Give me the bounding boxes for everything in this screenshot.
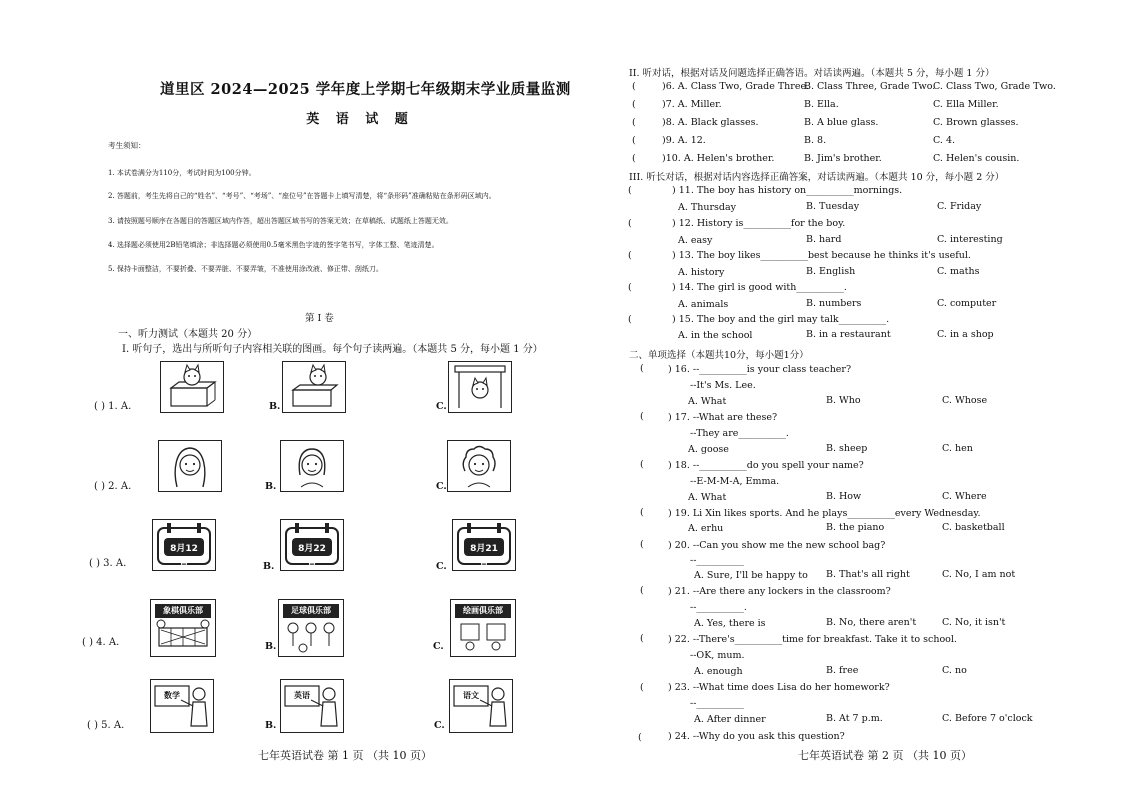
question-19-option-a: A. erhu bbox=[688, 523, 724, 534]
question-15-option-b: B. in a restaurant bbox=[806, 329, 891, 340]
cat-in-box-image bbox=[160, 361, 224, 413]
question-18-reply: --E-M-M-A, Emma. bbox=[690, 476, 780, 487]
question-22-reply: --OK, mum. bbox=[690, 650, 745, 661]
question-23-option-a: A. After dinner bbox=[694, 714, 766, 725]
question-16-option-a: A. What bbox=[688, 396, 727, 407]
answer-paren: ( bbox=[632, 135, 636, 146]
question-7-option-b: B. Ella. bbox=[804, 99, 839, 110]
question-19-text: ) 19. Li Xin likes sports. And he plays__________every Wednesday. bbox=[668, 508, 981, 519]
english-class-image bbox=[280, 679, 344, 733]
math-class-image bbox=[150, 679, 214, 733]
question-19-option-c: C. basketball bbox=[942, 522, 1005, 533]
question-22-option-c: C. no bbox=[942, 665, 967, 676]
question-4-option-b: B. bbox=[265, 641, 277, 652]
question-14-option-c: C. computer bbox=[937, 298, 997, 309]
question-21-option-a: A. Yes, there is bbox=[694, 618, 766, 629]
question-18-option-a: A. What bbox=[688, 492, 727, 503]
question-13-option-b: B. English bbox=[806, 266, 856, 277]
question-12-option-c: C. interesting bbox=[937, 234, 1003, 245]
calendar-c-date: 8月21日 bbox=[470, 544, 498, 567]
answer-paren: ( bbox=[628, 314, 632, 325]
cat-under-table-image bbox=[448, 361, 512, 413]
question-24-text: ) 24. --Why do you ask this question? bbox=[668, 731, 845, 742]
question-10-text: )10. A. Helen's brother. bbox=[662, 153, 775, 164]
question-21-option-c: C. No, it isn't bbox=[942, 617, 1006, 628]
exam-subtitle: 英 语 试 题 bbox=[306, 112, 414, 127]
question-23-text: ) 23. --What time does Lisa do her homework? bbox=[668, 682, 890, 693]
question-21-option-b: B. No, there aren't bbox=[826, 617, 917, 628]
question-4-option-c: C. bbox=[433, 641, 444, 652]
question-7-option-c: C. Ella Miller. bbox=[933, 99, 999, 110]
question-19-option-b: B. the piano bbox=[826, 522, 885, 533]
question-3-label: ( ) 3. A. bbox=[89, 558, 127, 569]
question-14-option-b: B. numbers bbox=[806, 298, 862, 309]
question-7-text: )7. A. Miller. bbox=[662, 99, 722, 110]
question-20-option-c: C. No, I am not bbox=[942, 569, 1016, 580]
answer-paren: ( bbox=[632, 81, 636, 92]
chess-club-image bbox=[150, 599, 216, 657]
question-11-option-b: B. Tuesday bbox=[806, 201, 860, 212]
answer-paren: ( bbox=[640, 507, 644, 518]
question-23-option-b: B. At 7 p.m. bbox=[826, 713, 883, 724]
long-hair-girl-image bbox=[158, 440, 222, 492]
answer-paren: ( bbox=[640, 459, 644, 470]
question-11-option-c: C. Friday bbox=[937, 201, 982, 212]
calendar-c-image bbox=[452, 519, 516, 571]
answer-paren: ( bbox=[628, 218, 632, 229]
question-5-label: ( ) 5. A. bbox=[87, 720, 125, 731]
question-10-option-b: B. Jim's brother. bbox=[804, 153, 882, 164]
question-15-option-a: A. in the school bbox=[678, 330, 753, 341]
question-15-text: ) 15. The boy and the girl may talk__________. bbox=[672, 314, 890, 325]
question-1-option-b: B. bbox=[269, 401, 281, 412]
football-club-image bbox=[278, 599, 344, 657]
answer-paren: ( bbox=[640, 363, 644, 374]
question-15-option-c: C. in a shop bbox=[937, 329, 994, 340]
answer-paren: ( bbox=[640, 585, 644, 596]
question-21-text: ) 21. --Are there any lockers in the classroom? bbox=[668, 586, 891, 597]
question-13-option-c: C. maths bbox=[937, 266, 980, 277]
question-20-text: ) 20. --Can you show me the new school bag? bbox=[668, 540, 886, 551]
question-16-reply: --It's Ms. Lee. bbox=[690, 380, 756, 391]
question-20-option-b: B. That's all right bbox=[826, 569, 910, 580]
football-club-sign: 足球俱乐部 bbox=[291, 606, 331, 615]
question-12-option-a: A. easy bbox=[678, 235, 713, 246]
answer-paren: ( bbox=[640, 633, 644, 644]
answer-paren: ( bbox=[628, 250, 632, 261]
question-4-label: ( ) 4. A. bbox=[82, 637, 120, 648]
question-6-text: )6. A. Class Two, Grade Three. bbox=[662, 81, 810, 92]
answer-paren: ( bbox=[632, 99, 636, 110]
question-11-option-a: A. Thursday bbox=[678, 202, 737, 213]
question-11-text: ) 11. The boy has history on__________mornings. bbox=[672, 185, 903, 196]
answer-paren: ( bbox=[640, 539, 644, 550]
chinese-board-text: 语文 bbox=[463, 691, 479, 700]
question-8-option-c: C. Brown glasses. bbox=[933, 117, 1019, 128]
question-21-reply: --__________. bbox=[690, 602, 747, 613]
answer-paren: ( bbox=[640, 411, 644, 422]
question-9-option-c: C. 4. bbox=[933, 135, 956, 146]
section-listening-title: 一、听力测试（本题共 20 分） bbox=[118, 329, 258, 340]
question-22-option-a: A. enough bbox=[694, 666, 743, 677]
notice-item: 2. 答题前，考生先将自己的“姓名”、“考号”、“考场”、“座位号”在答题卡上填写清楚，将“条形码”准确粘贴在条形码区域内。 bbox=[108, 192, 496, 200]
question-8-option-b: B. A blue glass. bbox=[804, 117, 879, 128]
section-choice-title: 二、单项选择（本题共10分，每小题1分） bbox=[629, 350, 809, 361]
notice-item: 1. 本试卷满分为110分，考试时间为100分钟。 bbox=[108, 169, 256, 177]
curly-hair-girl-image bbox=[447, 440, 511, 492]
question-9-option-b: B. 8. bbox=[804, 135, 827, 146]
notice-heading: 考生须知： bbox=[108, 141, 146, 150]
question-3-option-c: C. bbox=[436, 561, 447, 572]
question-2-option-b: B. bbox=[265, 481, 277, 492]
question-14-option-a: A. animals bbox=[678, 299, 729, 310]
volume-label: 第 I 卷 bbox=[305, 313, 334, 324]
question-6-option-c: C. Class Two, Grade Two. bbox=[933, 81, 1056, 92]
answer-paren: ( bbox=[638, 732, 642, 743]
question-9-text: )9. A. 12. bbox=[662, 135, 706, 146]
answer-paren: ( bbox=[628, 282, 632, 293]
question-16-option-b: B. Who bbox=[826, 395, 861, 406]
math-board-text: 数学 bbox=[164, 691, 180, 700]
notice-item: 3. 请按照题号顺序在各题目的答题区域内作答，超出答题区域书写的答案无效；在草稿纸、试题纸上答题无效。 bbox=[108, 217, 453, 225]
left-page-footer: 七年英语试卷 第 1 页 （共 10 页） bbox=[258, 749, 432, 762]
question-13-option-a: A. history bbox=[678, 267, 725, 278]
question-5-option-b: B. bbox=[265, 720, 277, 731]
part-three-instructions: III. 听长对话，根据对话内容选择正确答案，对话读两遍。（本题共 10 分，每小题 2 分） bbox=[629, 172, 1005, 183]
part-one-instructions: I. 听句子，选出与所听句子内容相关联的图画。每个句子读两遍。（本题共 5 分，每小题 1 分） bbox=[122, 344, 543, 355]
question-23-option-c: C. Before 7 o'clock bbox=[942, 713, 1033, 724]
question-17-reply: --They are__________. bbox=[690, 428, 789, 439]
question-17-option-c: C. hen bbox=[942, 443, 973, 454]
question-20-option-a: A. Sure, I'll be happy to bbox=[694, 570, 808, 581]
question-2-label: ( ) 2. A. bbox=[94, 481, 132, 492]
cat-on-box-image bbox=[282, 361, 346, 413]
question-23-reply: --__________ bbox=[690, 698, 744, 709]
question-8-text: )8. A. Black glasses. bbox=[662, 117, 759, 128]
calendar-a-image bbox=[152, 519, 216, 571]
part-two-instructions: II. 听对话，根据对话及问题选择正确答语。对话读两遍。（本题共 5 分，每小题 1 分） bbox=[629, 68, 995, 79]
answer-paren: ( bbox=[632, 153, 636, 164]
right-page-footer: 七年英语试卷 第 2 页 （共 10 页） bbox=[798, 749, 972, 762]
exam-title: 道里区 2024—2025 学年度上学期七年级期末学业质量监测 bbox=[160, 81, 571, 98]
question-16-option-c: C. Whose bbox=[942, 395, 988, 406]
question-10-option-c: C. Helen's cousin. bbox=[933, 153, 1020, 164]
notice-item: 4. 选择题必须使用2B铅笔填涂；非选择题必须使用0.5毫米黑色字迹的签字笔书写，字体工整、笔迹清楚。 bbox=[108, 241, 439, 249]
calendar-a-date: 8月12日 bbox=[170, 544, 198, 567]
calendar-b-date: 8月22日 bbox=[298, 544, 326, 567]
answer-paren: ( bbox=[628, 185, 632, 196]
chinese-class-image bbox=[449, 679, 513, 733]
question-13-text: ) 13. The boy likes__________best because he thinks it's useful. bbox=[672, 250, 971, 261]
question-3-option-b: B. bbox=[263, 561, 275, 572]
question-17-option-b: B. sheep bbox=[826, 443, 868, 454]
question-12-text: ) 12. History is__________for the boy. bbox=[672, 218, 846, 229]
question-16-text: ) 16. --__________is your class teacher? bbox=[668, 364, 852, 375]
question-2-option-c: C. bbox=[436, 481, 447, 492]
question-5-option-c: C. bbox=[434, 720, 445, 731]
question-1-label: ( ) 1. A. bbox=[94, 401, 132, 412]
short-hair-girl-image bbox=[280, 440, 344, 492]
answer-paren: ( bbox=[640, 682, 644, 693]
question-14-text: ) 14. The girl is good with__________. bbox=[672, 282, 847, 293]
question-18-option-c: C. Where bbox=[942, 491, 987, 502]
chess-club-sign: 象棋俱乐部 bbox=[163, 606, 203, 615]
painting-club-image bbox=[450, 599, 516, 657]
question-17-text: ) 17. --What are these? bbox=[668, 412, 778, 423]
question-22-text: ) 22. --There's__________time for breakfast. Take it to school. bbox=[668, 634, 957, 645]
question-18-option-b: B. How bbox=[826, 491, 862, 502]
answer-paren: ( bbox=[632, 117, 636, 128]
painting-club-sign: 绘画俱乐部 bbox=[463, 606, 503, 615]
calendar-b-image bbox=[280, 519, 344, 571]
question-17-option-a: A. goose bbox=[688, 444, 729, 455]
question-1-option-c: C. bbox=[436, 401, 447, 412]
question-18-text: ) 18. --__________do you spell your name? bbox=[668, 460, 864, 471]
right-page bbox=[560, 0, 1121, 793]
question-12-option-b: B. hard bbox=[806, 234, 842, 245]
english-board-text: 英语 bbox=[294, 691, 310, 700]
notice-item: 5. 保持卡面整洁，不要折叠、不要弄脏、不要弄皱，不准使用涂改液、修正带、刮纸刀。 bbox=[108, 265, 383, 273]
question-22-option-b: B. free bbox=[826, 665, 859, 676]
question-6-option-b: B. Class Three, Grade Two. bbox=[804, 81, 936, 92]
question-20-reply: --__________ bbox=[690, 555, 744, 566]
